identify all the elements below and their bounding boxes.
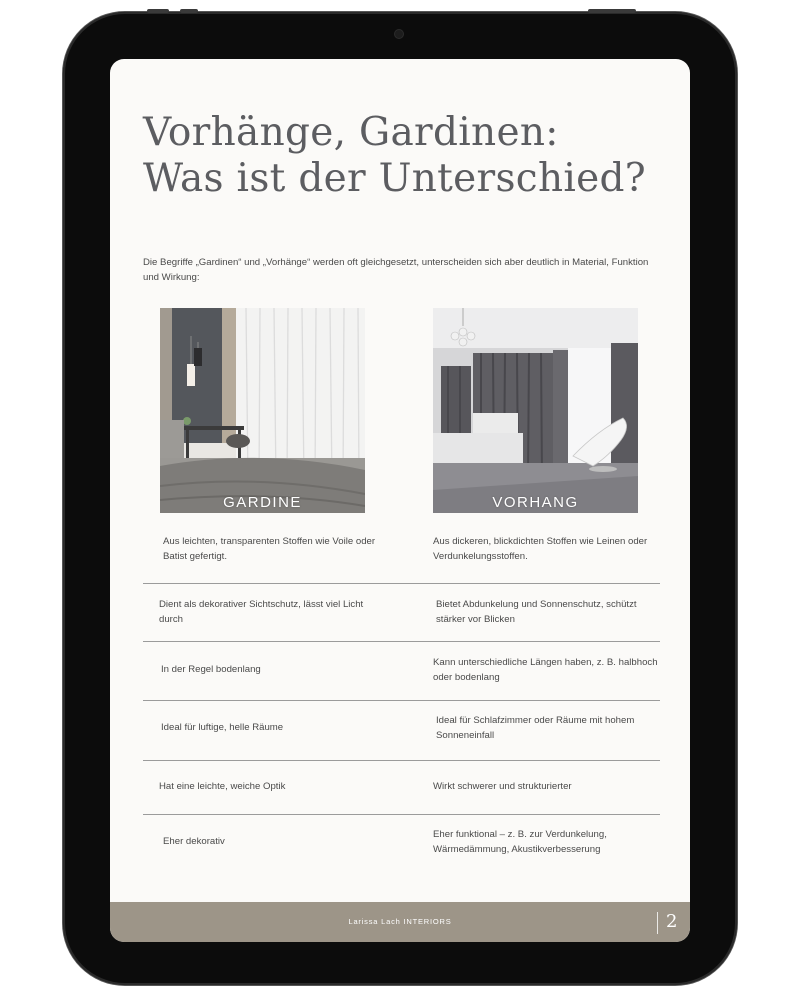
page-number: 2: [666, 911, 678, 932]
comparison-gardine-6: Eher dekorativ: [163, 836, 225, 847]
comparison-vorhang-5: Wirkt schwerer und strukturierter: [433, 781, 572, 792]
row-divider: [143, 641, 660, 642]
gardine-photo: [160, 308, 365, 513]
vorhang-photo: [433, 308, 638, 513]
vorhang-label: VORHANG: [492, 494, 579, 511]
camera-icon: [395, 30, 403, 38]
comparison-vorhang-6: Eher funktional – z. B. zur Verdunkelung, Wärmedämmung, Akustikverbesserung: [433, 829, 607, 855]
footer-bar: [110, 902, 690, 942]
screen: [110, 59, 690, 942]
tablet-button: [588, 9, 636, 13]
row-divider: [143, 700, 660, 701]
tablet-button: [147, 9, 169, 13]
intro-text: Die Begriffe „Gardinen“ und „Vorhänge“ werden oft gleichgesetzt, unterscheiden sich aber deutlich in Material, Funktion und Wirkung:: [143, 257, 649, 283]
tablet-button: [180, 9, 198, 13]
page-title-line1: Vorhänge, Gardinen:: [143, 110, 559, 155]
comparison-gardine-5: Hat eine leichte, weiche Optik: [159, 781, 286, 792]
comparison-gardine-4: Ideal für luftige, helle Räume: [161, 722, 284, 733]
row-divider: [143, 583, 660, 584]
footer-divider: [657, 912, 658, 934]
comparison-vorhang-4: Ideal für Schlafzimmer oder Räume mit hohem Sonneneinfall: [436, 715, 635, 741]
comparison-gardine-1: Aus leichten, transparenten Stoffen wie Voile oder Batist gefertigt.: [163, 536, 376, 562]
comparison-vorhang-1: Aus dickeren, blickdichten Stoffen wie Leinen oder Verdunkelungsstoffen.: [433, 536, 648, 562]
row-divider: [143, 814, 660, 815]
row-divider: [143, 760, 660, 761]
footer-brand: Larissa Lach INTERIORS: [348, 917, 452, 926]
page-title-line2: Was ist der Unterschied?: [143, 156, 646, 201]
gardine-label: GARDINE: [223, 494, 302, 511]
comparison-vorhang-3: Kann unterschiedliche Längen haben, z. B. halbhoch oder bodenlang: [433, 657, 658, 683]
page-title: [143, 110, 646, 202]
comparison-gardine-3: In der Regel bodenlang: [161, 664, 261, 675]
comparison-gardine-2: Dient als dekorativer Sichtschutz, lässt viel Licht durch: [159, 599, 364, 625]
comparison-vorhang-2: Bietet Abdunkelung und Sonnenschutz, schützt stärker vor Blicken: [436, 599, 637, 625]
